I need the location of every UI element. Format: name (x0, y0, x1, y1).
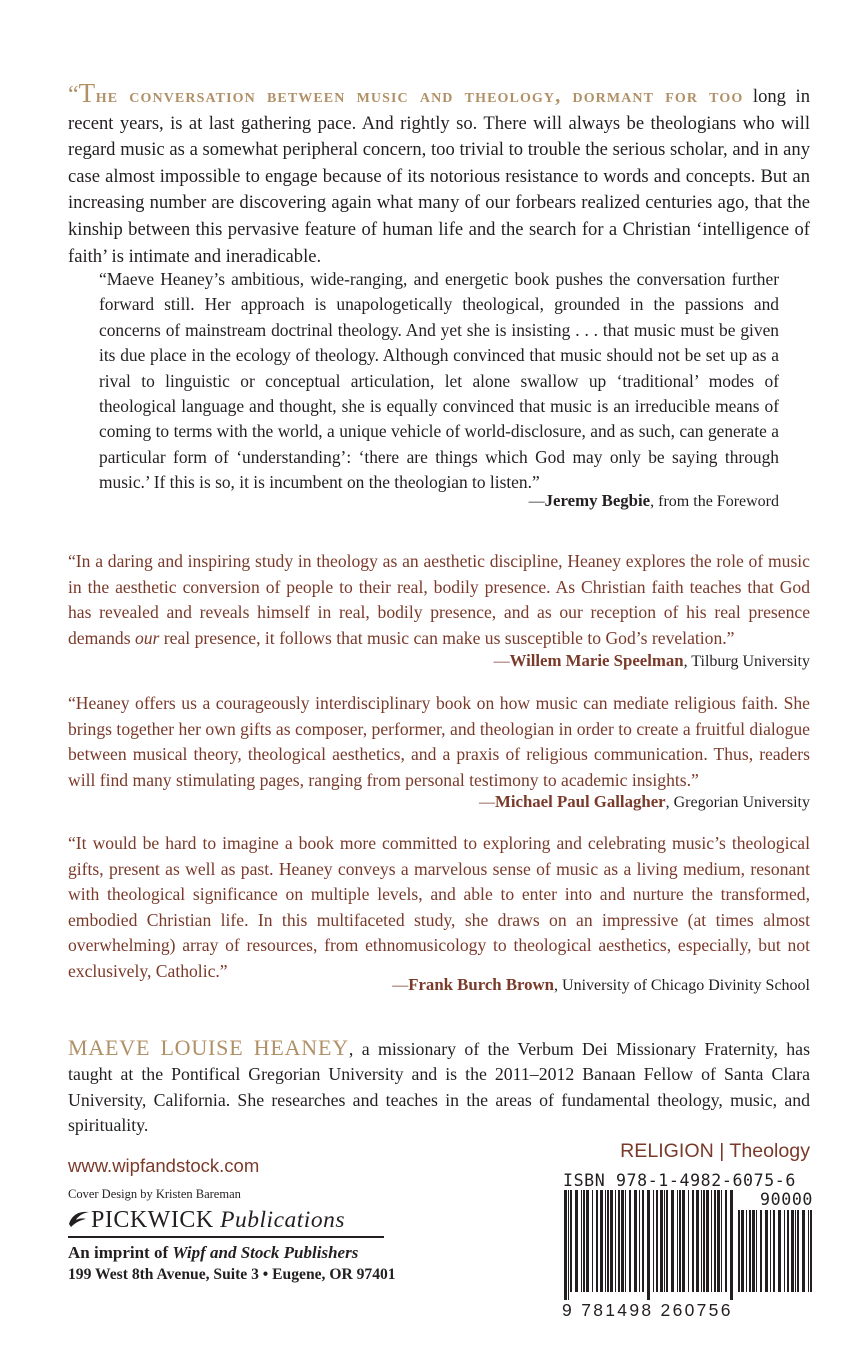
barcode-bar (629, 1190, 631, 1292)
barcode-bar (760, 1210, 762, 1292)
barcode-bar (653, 1190, 654, 1292)
publisher-address: 199 West 8th Avenue, Suite 3 • Eugene, OR 97401 (68, 1266, 396, 1283)
barcode-bar (749, 1210, 751, 1292)
barcode-bar (664, 1190, 665, 1292)
lead-small-caps: he conversation between music and theology, dormant for too (95, 85, 744, 107)
barcode-bar (679, 1190, 681, 1292)
barcode-bar (671, 1190, 674, 1292)
barcode-bar (564, 1190, 567, 1300)
endorsement-2-affiliation: , Gregorian University (665, 794, 810, 811)
barcode-bar (615, 1190, 616, 1292)
barcode-bar (575, 1190, 578, 1292)
barcode-bar (625, 1190, 626, 1292)
endorsement-1-attribution: —Willem Marie Speelman, Tilburg University (493, 651, 810, 670)
price-code: 90000 (760, 1190, 813, 1209)
endorsement-1-affiliation: , Tilburg University (683, 653, 810, 670)
barcode-bar (600, 1190, 603, 1292)
barcode-bar (703, 1190, 705, 1292)
barcode-bar (756, 1210, 757, 1292)
foreword-author: Jeremy Begbie (544, 491, 651, 510)
barcode-bar (682, 1190, 685, 1292)
category-label: RELIGION | Theology (620, 1140, 810, 1162)
isbn-text: ISBN 978-1-4982-6075-6 (563, 1171, 796, 1190)
lead-body: long in recent years, is at last gathering pace. And rightly so. There will always be theologians who will regard music as a somewhat peripheral concern, too trivial to trouble the serious scholar, and in any case almost impossible to engage because of its notorious resistance to words and concepts. But an increasing number are discovering again what many of our forbears realized centuries ago, that the kinship between this pervasive feature of human life and the search for a Christian ‘intelligence of faith’ is intimate and ineradicable. (68, 86, 810, 267)
barcode-digits: 9 781498 260756 (562, 1300, 733, 1320)
barcode-bar (639, 1190, 640, 1292)
barcode-bar (621, 1190, 624, 1292)
barcode-bar (778, 1210, 781, 1292)
barcode-bar (773, 1210, 775, 1292)
foreword-quote (99, 267, 779, 496)
author-name: MAEVE LOUISE HEANEY (68, 1035, 349, 1060)
barcode-bar (791, 1210, 794, 1292)
barcode-bar (592, 1190, 593, 1292)
barcode-bar (647, 1190, 650, 1300)
barcode-bar (607, 1190, 609, 1292)
author-bio (68, 1035, 810, 1139)
publisher-logo-italic: Publications (220, 1207, 345, 1233)
barcode-bar (730, 1190, 733, 1300)
barcode-bar (795, 1210, 796, 1292)
endorsement-2-attribution: —Michael Paul Gallagher, Gregorian University (479, 792, 810, 811)
barcode-bar (752, 1210, 755, 1292)
barcode-bar (797, 1210, 799, 1292)
publisher-imprint-name: Wipf and Stock Publishers (172, 1243, 359, 1262)
barcode-bar (570, 1190, 572, 1292)
endorsement-3: “It would be hard to imagine a book more committed to exploring and celebrating music’s theological gifts, present as well as past. Heaney conveys a marvelous sense of music as a living medium, resonant with theological significance on multiple levels, and able to enter into and nurture the transformed, embodied Christian life. In this multifaceted study, she draws on an impressive (at times almost overwhelming) array of resources, from ethnomusicology to theological aesthetics, especially, but not exclusively, Catholic.” (68, 833, 810, 981)
cover-credit: Cover Design by Kristen Bareman (68, 1187, 241, 1201)
barcode-bar (568, 1190, 569, 1300)
barcode-bar (741, 1210, 744, 1292)
foreword-source: , from the Foreword (650, 493, 779, 510)
barcode-bar (583, 1190, 585, 1292)
barcode-bar (717, 1190, 720, 1292)
barcode-bar (660, 1190, 663, 1292)
lead-review (68, 80, 810, 270)
barcode-bar (746, 1210, 747, 1292)
foreword-body: “Maeve Heaney’s ambitious, wide-ranging, and energetic book pushes the conversation further forward still. Her approach is unapologetically theological, grounded in the passions and concerns of mainstream doctrinal theology. And yet she is insisting . . . that music must be given its due place in the ecology of theology. Although convinced that music should not be set up as a rival to linguistic or conceptual articulation, let alone swallow up ‘traditional’ modes of theological language and thought, she is equally convinced that music is an irreducible means of coming to terms with the world, a unique vehicle of world-disclosure, and as such, can generate a particular form of ‘understanding’: ‘there are things which God may only be saying through music.’ If this is so, it is incumbent on the theologian to listen.” (99, 269, 779, 493)
barcode-bar (808, 1210, 809, 1292)
author-bio-text: , a missionary of the Verbum Dei Missionary Fraternity, has taught at the Pontifical Gregorian University and is the 2011–2012 Banaan Fellow of Santa Clara University, California. She researches and teaches in the areas of fundamental theology, music, and spirituality. (68, 1039, 810, 1136)
barcode-bar (688, 1190, 689, 1292)
barcode-bar (581, 1190, 582, 1292)
barcode-bar (701, 1190, 702, 1292)
endorsement-1-author: Willem Marie Speelman (509, 651, 684, 670)
endorsement-3-attribution: —Frank Burch Brown, University of Chicago Divinity School (392, 975, 810, 994)
barcode-bar (810, 1210, 812, 1292)
barcode-bar (696, 1190, 699, 1292)
barcode-bar (784, 1210, 785, 1292)
quill-icon (68, 1210, 90, 1228)
barcode-bar (706, 1190, 709, 1292)
price-barcode (737, 1210, 813, 1300)
endorsement-2: “Heaney offers us a courageously interdisciplinary book on how music can mediate religious faith. She brings together her own gifts as composer, performer, and theologian in order to create a fruitful dialogue between musical theory, theological aesthetics, and a praxis of religious communication. Thus, readers will find many stimulating pages, ranging from personal testimony to academic insights.” (68, 693, 810, 790)
barcode-bar (656, 1190, 658, 1292)
barcode-bar (605, 1190, 606, 1292)
publisher-website[interactable]: www.wipfandstock.com (68, 1155, 260, 1176)
endorsement-3-affiliation: , University of Chicago Divinity School (554, 977, 810, 994)
barcode-bar (634, 1190, 637, 1292)
barcode-bar (725, 1190, 727, 1292)
publisher-logo-name: PICKWICK (91, 1207, 214, 1233)
barcode-bar (692, 1190, 694, 1292)
lead-drop-cap: T (78, 78, 96, 108)
barcode-bar (586, 1190, 589, 1292)
isbn-barcode (563, 1190, 733, 1300)
barcode-bar (610, 1190, 613, 1292)
foreword-attribution: —Jeremy Begbie, from the Foreword (528, 491, 779, 510)
endorsement-emphasis: our (134, 627, 160, 648)
barcode-bar (714, 1190, 716, 1292)
barcode-bar (802, 1210, 805, 1292)
endorsement-3-author: Frank Burch Brown (408, 975, 555, 994)
barcode-bar (711, 1190, 712, 1292)
barcode-bar (770, 1210, 771, 1292)
barcode-bar (738, 1210, 740, 1292)
publisher-imprint: An imprint of Wipf and Stock Publishers (68, 1243, 359, 1262)
barcode-bar (596, 1190, 598, 1292)
endorsement-2-author: Michael Paul Gallagher (495, 792, 666, 811)
barcode-bar (618, 1190, 620, 1292)
publisher-logo (68, 1207, 384, 1238)
barcode-bar (787, 1210, 789, 1292)
barcode-bar (642, 1190, 644, 1292)
endorsement-1: “In a daring and inspiring study in theology as an aesthetic discipline, Heaney explores the role of music in the aesthetic conversion of people to their real, bodily presence. As Christian faith teaches that God has revealed and reveals himself in real, bodily presence, and as our reception of his real presence demands our real presence, it follows that music can make us susceptible to God’s revelation.” (68, 551, 810, 648)
barcode-bar (666, 1190, 668, 1292)
barcode-bar (677, 1190, 678, 1292)
barcode-bar (721, 1190, 722, 1292)
barcode-bar (765, 1210, 768, 1292)
lead-open-quote: “ (68, 82, 79, 108)
